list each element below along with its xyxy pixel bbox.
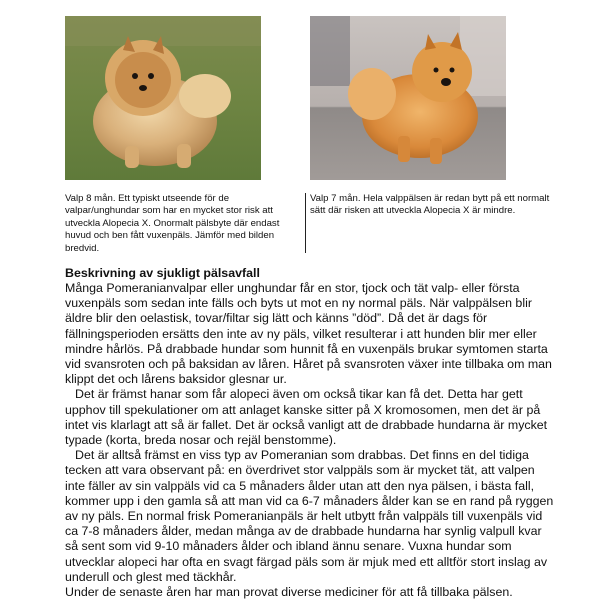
photo-puppy-8-months bbox=[65, 16, 261, 180]
paragraph: Det är främst hanar som får alopeci även om också tikar kan få det. Detta har gett upphov till spekulationer om att anlaget kanske sitter på X kromosomen, men det är på intet vis klarlagt att så är fallet. Det är också vanligt att de drabbade hundarna är mycket typade (korta, breda nosar och rejäl benstomme). bbox=[65, 387, 548, 448]
caption-left: Valp 8 mån. Ett typiskt utseende för de valpar/unghundar som har en mycket stor risk att utveckla Alopecia X. Onormalt pälsbyte där endast huvud och ben fått vuxenpäls. Jämför med bilden bredvid. bbox=[65, 193, 280, 254]
article-body bbox=[65, 281, 557, 600]
puppy-7-months-image bbox=[310, 16, 506, 180]
paragraph: Under de senaste åren har man provat diverse mediciner för att få tillbaka pälsen. bbox=[65, 585, 513, 600]
paragraph: Många Pomeranianvalpar eller unghundar får en stor, tjock och tät valp- eller första vuxenpäls som sedan inte fälls och byts ut mot en ny normal päls. När valppälsen blir äldre blir den oelastisk, tovar/filtar sig lätt och känns ”död”. Då det är dags för fällningsperioden ersätts den inte av ny päls, vilket resulterar i att hunden blir mer eller mindre hårlös. På drabbade hundar som hunnit få en vuxenpäls brukar symtomen starta vid svansroten och på baksidan av låren. Håret på svansroten växer inte tillbaka om man klippt det och lårens baksidor glesnar ur. bbox=[65, 281, 552, 387]
photo-puppy-7-months bbox=[310, 16, 506, 180]
caption-right: Valp 7 mån. Hela valppälsen är redan bytt på ett normalt sätt där risken att utveckla Alopecia X är mindre. bbox=[310, 193, 550, 217]
caption-divider bbox=[305, 193, 306, 253]
puppy-8-months-image bbox=[65, 16, 261, 180]
section-heading: Beskrivning av sjukligt pälsavfall bbox=[65, 266, 260, 280]
paragraph: Det är alltså främst en viss typ av Pomeranian som drabbas. Det finns en del tidiga tecken att vara observant på: en överdrivet stor valppäls som är mycket tät, att valpen inte fäller av sin valppäls vid ca 5 månaders ålder utan att den nya pälsen, i bästa fall, kommer upp i den gamla så att man vid ca 6-7 månaders ålder kan se en rand på ryggen av ny päls. En normal frisk Pomeranianpäls är helt utbytt från valppäls till vuxenpäls vid ca 7-8 månaders ålder, medan många av de drabbade hundarna har synlig valpull kvar så sent som vid 9-10 månaders ålder och ibland ännu senare. Vuxna hundar som utvecklar alopeci har ofta en svagt färgad päls som är mjuk med ett alltför stort inslag av underull och glest med täckhår. bbox=[65, 448, 554, 584]
